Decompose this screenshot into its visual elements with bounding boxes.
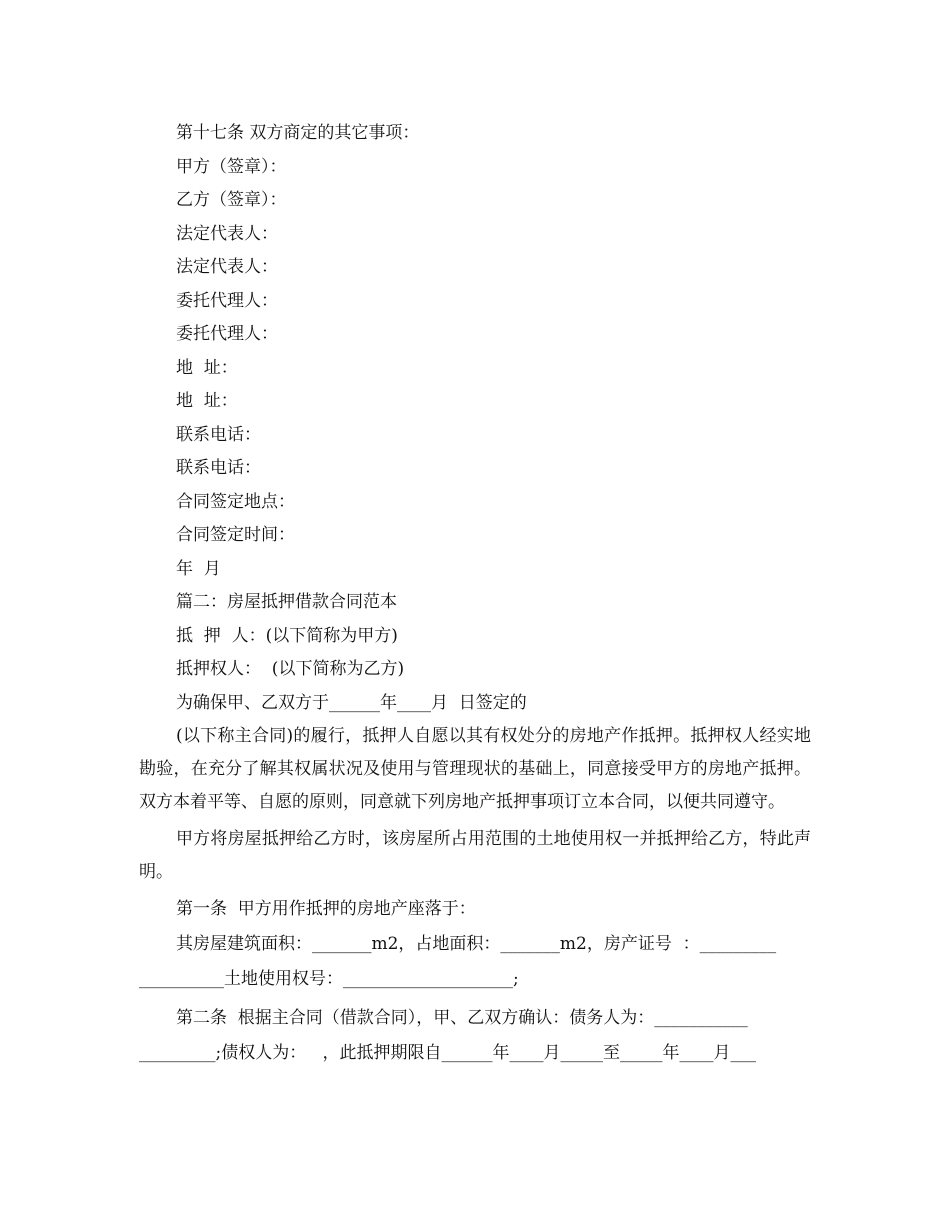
date-line: 年 月 <box>176 558 221 579</box>
address-a: 地 址： <box>176 357 238 378</box>
mortgagee-line: 抵押权人： (以下简称为乙方) <box>176 659 405 679</box>
signing-time: 合同签定时间： <box>176 525 295 545</box>
article-2-line-2: _________;债权人为： ，此抵押期限自______年____月_____至_____年____月___ <box>139 1042 756 1063</box>
legal-representative-b: 法定代表人： <box>176 257 278 277</box>
authorized-agent-a: 委托代理人： <box>176 290 278 311</box>
legal-representative-a: 法定代表人： <box>176 223 278 244</box>
mortgagor-line: 抵 押 人：(以下简称为甲方) <box>176 625 398 646</box>
article-1-area-line: 其房屋建筑面积：_______m2，占地面积：_______m2，房产证号 ：_________ <box>176 933 777 954</box>
address-b: 地 址： <box>176 391 238 411</box>
article-2-line-1: 第二条 根据主合同（借款合同），甲、乙双方确认：债务人为：___________ <box>176 1007 748 1028</box>
party-a-signature: 甲方（签章）： <box>176 156 287 177</box>
authorized-agent-b: 委托代理人： <box>176 324 278 344</box>
document-body <box>139 117 811 1071</box>
section-title: 篇二：房屋抵押借款合同范本 <box>176 592 397 612</box>
intro-paragraph: (以下称主合同)的履行，抵押人自愿以其有权处分的房地产作抵押。抵押权人经实地勘验，在充分了解其权属状况及使用与管理现状的基础上，同意接受甲方的房地产抵押。双方本着平等、自愿的原则，同意就下列房地产抵押事项订立本合同，以便共同遵守。 <box>139 726 811 812</box>
purpose-line: 为确保甲、乙双方于______年____月 日签定的 <box>176 692 527 713</box>
phone-b: 联系电话： <box>176 458 261 478</box>
land-use-paragraph: 甲方将房屋抵押给乙方时，该房屋所占用范围的土地使用权一并抵押给乙方，特此声明。 <box>139 829 811 882</box>
phone-a: 联系电话： <box>176 424 261 445</box>
article-1-land-line: __________土地使用权号：____________________; <box>139 968 519 989</box>
party-b-signature: 乙方（签章）： <box>176 190 287 210</box>
signing-place: 合同签定地点： <box>176 491 295 512</box>
article-1-heading: 第一条 甲方用作抵押的房地产座落于： <box>176 899 476 919</box>
article-17-heading: 第十七条 双方商定的其它事项： <box>176 123 420 143</box>
